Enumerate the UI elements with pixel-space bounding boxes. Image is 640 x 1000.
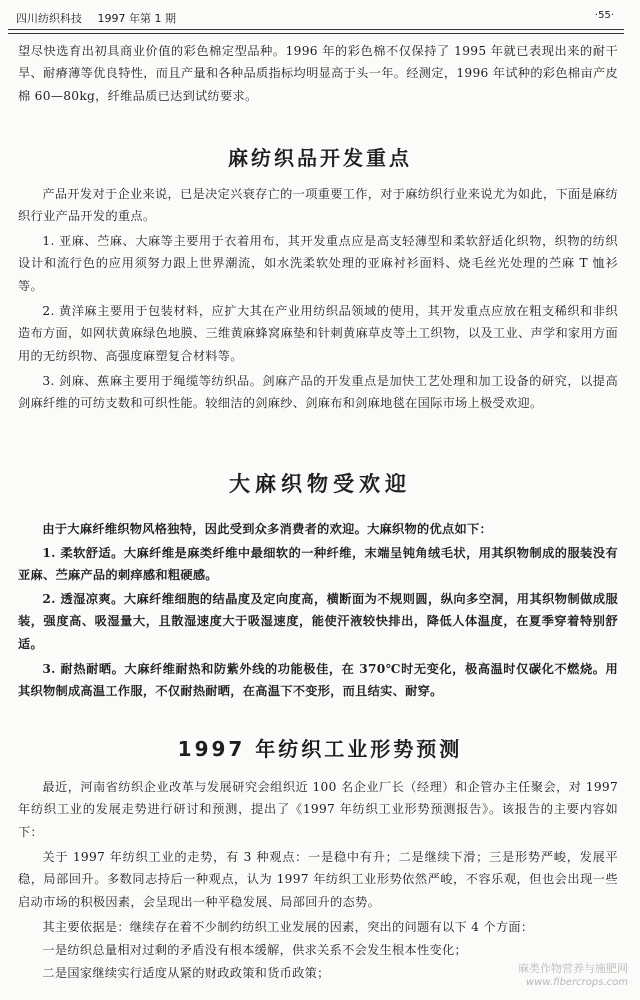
list-item: 3. 剑麻、蕉麻主要用于绳缆等纺织品。剑麻产品的开发重点是加快工艺处理和加工设备的研究，以提高剑麻纤维的可纺支数和可织性能。较细洁的剑麻纱、剑麻布和剑麻地毯在国际市场上极受欢迎。 — [18, 374, 618, 411]
section-title-forecast: 1997 年纺织工业形势预测 — [177, 737, 463, 761]
page-header — [8, 6, 624, 26]
section-title-linen: 麻纺织品开发重点 — [228, 146, 412, 170]
list-item: 二是国家继续实行适度从紧的财政政策和货币政策； — [42, 966, 330, 980]
page-number: ·55· — [594, 10, 614, 21]
paragraph: 产品开发对于企业来说，已是决定兴衰存亡的一项重要工作，对于麻纺织行业来说尤为如此，下面是麻纺织行业产品开发的重点。 — [18, 187, 618, 224]
paragraph: 关于 1997 年纺织工业的走势，有 3 种观点：一是稳中有升；二是继续下滑；三是形势严峻，发展平稳，局部回升。多数同志持后一种观点，认为 1997 年纺织工业形势依然严峻，不容乐观，但也会出现一些启动市场的积极因素，会呈现出一种平稳发展、局部回升的态势。 — [18, 850, 618, 909]
intro-paragraph: 望尽快选育出初具商业价值的彩色棉定型品种。1996 年的彩色棉不仅保持了 1995 年就已表现出来的耐干旱、耐瘠薄等优良特性，而且产量和各种品质指标均明显高于头一年。经测定，1996 年试种的彩色棉亩产皮棉 60—80kg，纤维品质已达到试纺要求。 — [18, 44, 618, 103]
paragraph: 其主要依据是：继续存在着不少制约纺织工业发展的因素，突出的问题有以下 4 个方面： — [42, 920, 534, 934]
header-rule — [8, 29, 624, 30]
list-item: 1. 亚麻、苎麻、大麻等主要用于衣着用布，其开发重点应是高支轻薄型和柔软舒适化织物，织物的纺织设计和流行色的应用须努力跟上世界潮流，如水洗柔软处理的亚麻衬衫面料、烧毛丝光处理的苎麻 T 恤衫等。 — [18, 234, 618, 293]
list-item: 2. 透湿凉爽。大麻纤维细胞的结晶度及定向度高，横断面为不规则圆，纵向多空洞，用其织物制做成服装，强度高、吸湿量大，且散湿速度大于吸湿速度，能使汗液较快排出，降低人体温度，在夏季穿着特别舒适。 — [18, 592, 618, 651]
site-watermark — [478, 962, 628, 989]
list-item: 3. 耐热耐晒。大麻纤维耐热和防紫外线的功能极佳，在 370℃时无变化，极高温时仅碳化不燃烧。用其织物制成高温工作服，不仅耐热耐晒，在高温下不变形，而且结实、耐穿。 — [18, 662, 618, 699]
watermark-url: www.fibercrops.com — [526, 977, 628, 988]
issue-number: 1997 年第 1 期 — [97, 12, 176, 25]
journal-name: 四川纺织科技 — [16, 12, 82, 25]
header-rule-thin — [8, 33, 624, 34]
list-item: 1. 柔软舒适。大麻纤维是麻类纤维中最细软的一种纤维，末端呈钝角绒毛状，用其织物制成的服装没有亚麻、苎麻产品的刺痒感和粗硬感。 — [18, 546, 618, 583]
list-item: 一是纺织总量相对过剩的矛盾没有根本缓解，供求关系不会发生根本性变化； — [42, 943, 467, 957]
paragraph: 由于大麻纤维织物风格独特，因此受到众多消费者的欢迎。大麻织物的优点如下： — [42, 522, 492, 536]
list-item: 2. 黄洋麻主要用于包装材料，应扩大其在产业用纺织品领域的使用，其开发重点应放在粗支稀织和非织造布方面，如网状黄麻绿色地膜、三维黄麻蜂窝麻垫和针刺黄麻草皮等土工织物，以及工业、声学和家用方面用的无纺织物、高强度麻塑复合材料等。 — [18, 304, 618, 363]
section-title-hemp: 大麻织物受欢迎 — [229, 472, 411, 496]
watermark-site-name: 麻类作物营养与施肥网 — [518, 962, 628, 975]
paragraph: 最近，河南省纺织企业改革与发展研究会组织近 100 名企业厂长（经理）和企管办主任聚会，对 1997 年纺织工业的发展走势进行研讨和预测，提出了《1997 年纺织工业形势预测报告》。该报告的主要内容如下： — [18, 780, 618, 839]
